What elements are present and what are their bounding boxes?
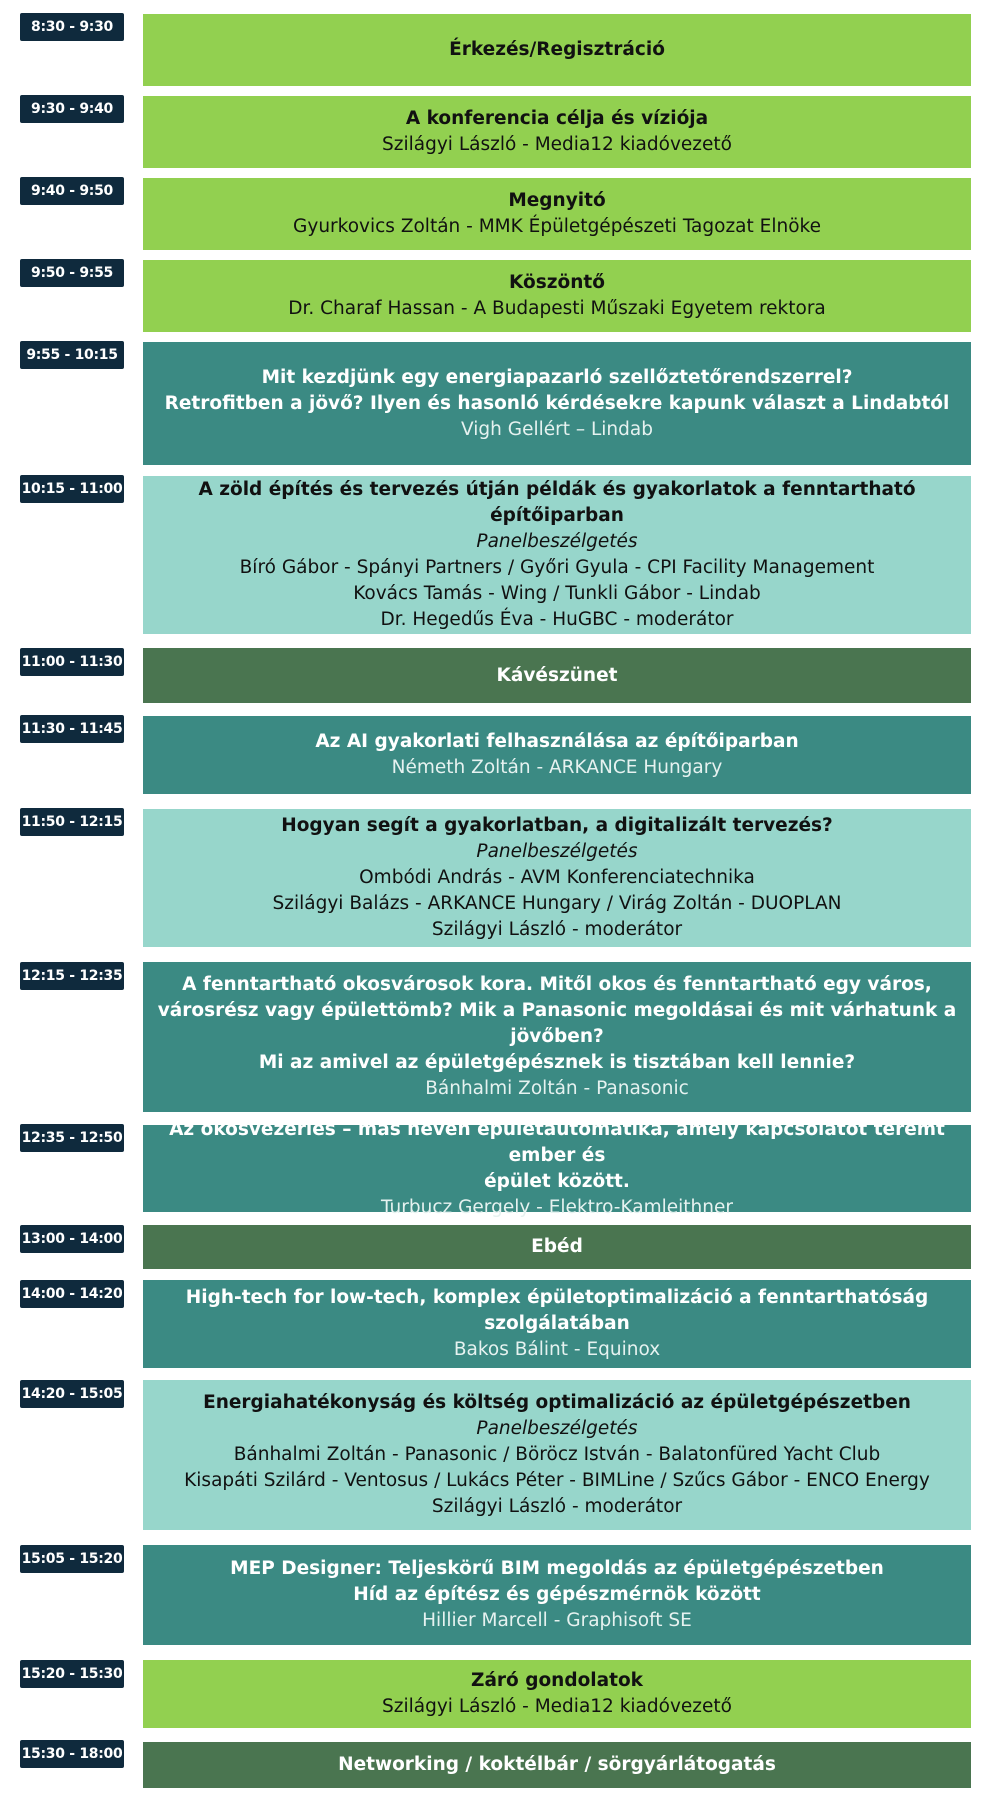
session-block — [143, 962, 971, 1112]
session-title: Networking / koktélbár / sörgyárlátogatás — [338, 1754, 776, 1775]
session-speaker: Szilágyi László - Media12 kiadóvezető — [382, 1696, 732, 1717]
session-block — [143, 476, 971, 634]
session-speaker: Dr. Hegedűs Éva - HuGBC - moderátor — [380, 609, 734, 630]
time-badge: 12:35 - 12:50 — [20, 1124, 124, 1152]
session-speaker: Szilágyi László - Media12 kiadóvezető — [382, 134, 732, 155]
session-block — [143, 1742, 971, 1788]
session-title-line: A fenntartható okosvárosok kora. Mitől okos és fenntartható egy város, — [182, 974, 932, 995]
session-title-line: Híd az építész és gépészmérnök között — [353, 1584, 761, 1605]
session-title-line: épület között. — [484, 1170, 630, 1192]
session-block — [143, 178, 971, 250]
session-title: High-tech for low-tech, komplex épületoptimalizáció a fenntarthatóság szolgálatában — [185, 1287, 929, 1334]
session-block — [143, 648, 971, 703]
time-badge: 11:00 - 11:30 — [20, 648, 124, 676]
time-badge: 13:00 - 14:00 — [20, 1225, 124, 1253]
session-title-line: Retrofitben a jövő? Ilyen és hasonló kérdésekre kapunk választ a Lindabtól — [164, 392, 950, 414]
session-format: Panelbeszélgetés — [476, 841, 638, 862]
time-badge: 15:05 - 15:20 — [20, 1545, 124, 1573]
session-speaker: Turbucz Gergely - Elektro-Kamleithner — [381, 1196, 733, 1218]
session-title: A konferencia célja és víziója — [405, 108, 709, 129]
session-title: Köszöntő — [509, 272, 605, 293]
time-badge: 9:50 - 9:55 — [20, 259, 124, 287]
session-title: Záró gondolatok — [471, 1670, 643, 1691]
time-badge: 11:30 - 11:45 — [20, 715, 124, 743]
session-title-line: városrész vagy épülettömb? Mik a Panasonic megoldásai és mit várhatunk a jövőben? — [157, 1000, 957, 1047]
time-badge: 9:30 - 9:40 — [20, 95, 124, 123]
time-badge: 15:20 - 15:30 — [20, 1660, 124, 1688]
session-speaker: Gyurkovics Zoltán - MMK Épületgépészeti Tagozat Elnöke — [293, 216, 821, 237]
session-speaker: Kovács Tamás - Wing / Tunkli Gábor - Lindab — [353, 583, 761, 604]
session-speaker: Kisapáti Szilárd - Ventosus / Lukács Péter - BIMLine / Szűcs Gábor - ENCO Energy — [184, 1470, 930, 1491]
session-title-line: Mit kezdjünk egy energiapazarló szellőztetőrendszerrel? — [261, 366, 853, 388]
session-block — [143, 1545, 971, 1645]
session-title: Ebéd — [531, 1236, 583, 1257]
session-speaker: Bíró Gábor - Spányi Partners / Győri Gyula - CPI Facility Management — [239, 557, 875, 578]
time-badge: 9:55 - 10:15 — [20, 341, 124, 369]
session-title: Érkezés/Regisztráció — [449, 39, 665, 60]
time-badge: 11:50 - 12:15 — [20, 808, 124, 836]
session-block — [143, 1225, 971, 1269]
session-block — [143, 96, 971, 168]
time-badge: 15:30 - 18:00 — [20, 1740, 124, 1768]
session-speaker: Szilágyi László - moderátor — [431, 1496, 683, 1517]
session-speaker: Szilágyi László - moderátor — [431, 919, 683, 940]
session-speaker: Bakos Bálint - Equinox — [453, 1339, 661, 1360]
session-speaker: Németh Zoltán - ARKANCE Hungary — [391, 757, 723, 778]
time-badge: 9:40 - 9:50 — [20, 177, 124, 205]
session-speaker: Bánhalmi Zoltán - Panasonic / Böröcz István - Balatonfüred Yacht Club — [233, 1444, 881, 1465]
session-block — [143, 14, 971, 86]
session-title: Megnyitó — [508, 190, 606, 211]
time-badge: 12:15 - 12:35 — [20, 962, 124, 990]
time-badge: 8:30 - 9:30 — [20, 13, 124, 41]
session-block — [143, 260, 971, 332]
session-speaker: Dr. Charaf Hassan - A Budapesti Műszaki Egyetem rektora — [288, 298, 826, 319]
session-block — [143, 1280, 971, 1368]
session-title-line: Mi az amivel az épületgépésznek is tisztában kell lennie? — [258, 1052, 856, 1073]
session-block — [143, 1118, 971, 1218]
session-title: Hogyan segít a gyakorlatban, a digitalizált tervezés? — [281, 815, 833, 836]
time-badge: 14:00 - 14:20 — [20, 1280, 124, 1308]
session-speaker: Hillier Marcell - Graphisoft SE — [422, 1610, 692, 1631]
session-title-line: MEP Designer: Teljeskörű BIM megoldás az épületgépészetben — [230, 1558, 884, 1579]
session-block — [143, 1380, 971, 1530]
session-format: Panelbeszélgetés — [476, 531, 638, 552]
session-title: Az AI gyakorlati felhasználása az építőiparban — [315, 731, 799, 752]
session-block — [143, 1660, 971, 1728]
session-speaker: Ombódi András - AVM Konferenciatechnika — [359, 867, 755, 888]
session-block — [143, 809, 971, 947]
session-speaker: Szilágyi Balázs - ARKANCE Hungary / Virág Zoltán - DUOPLAN — [272, 893, 842, 914]
session-block — [143, 716, 971, 794]
time-badge: 10:15 - 11:00 — [20, 475, 124, 503]
session-title-line: Az okosvezérlés – más néven épületautomatika, amely kapcsolatot teremt ember és — [169, 1118, 945, 1166]
session-title: Kávészünet — [496, 664, 618, 686]
session-format: Panelbeszélgetés — [476, 1418, 638, 1439]
session-title: Energiahatékonyság és költség optimalizáció az épületgépészetben — [203, 1392, 911, 1413]
session-title: A zöld építés és tervezés útján példák és gyakorlatok a fenntartható építőiparban — [198, 479, 916, 526]
time-badge: 14:20 - 15:05 — [20, 1380, 124, 1408]
session-speaker: Bánhalmi Zoltán - Panasonic — [425, 1078, 689, 1099]
session-block — [143, 342, 971, 465]
session-speaker: Vigh Gellért – Lindab — [461, 418, 653, 440]
